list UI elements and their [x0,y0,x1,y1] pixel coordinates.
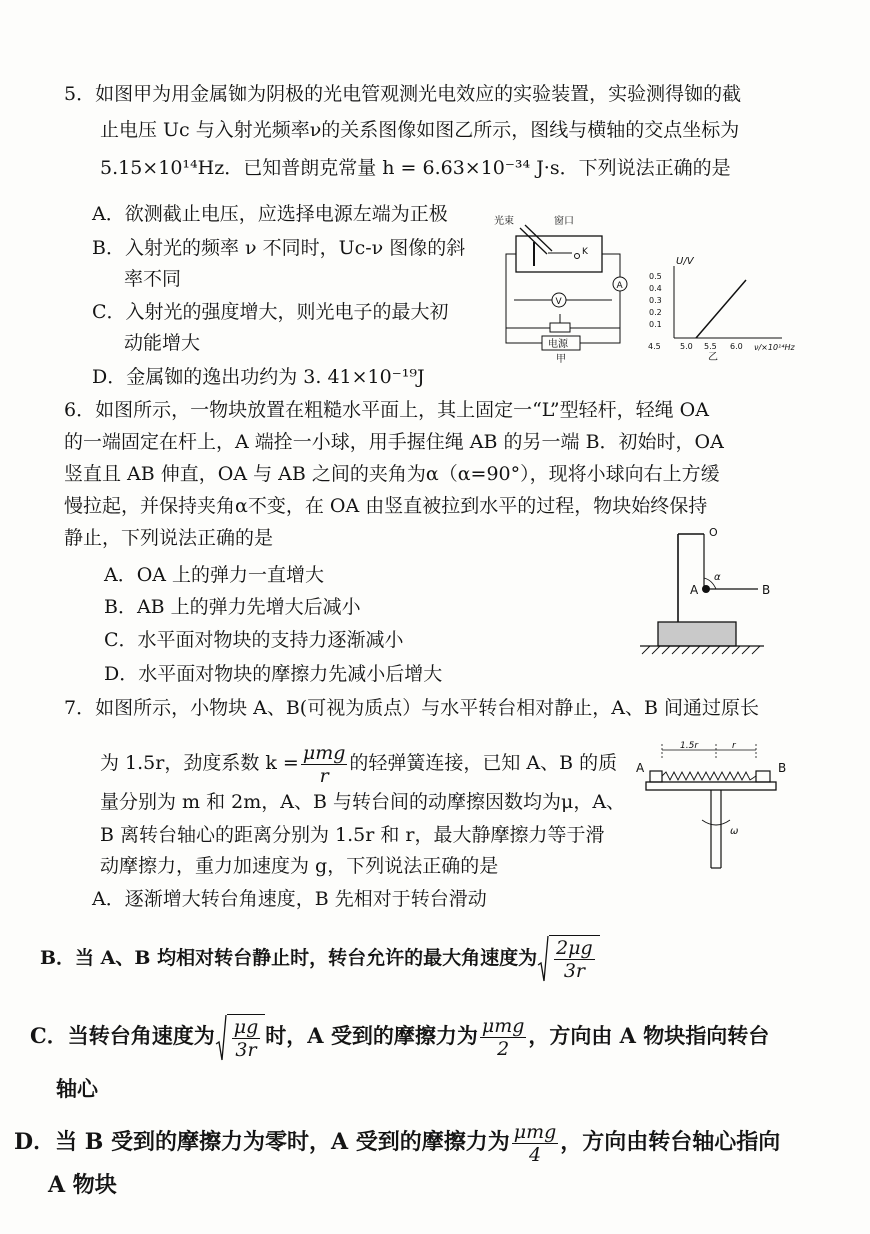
d-friction-denominator: 4 [528,1143,542,1166]
x-tick-5.0: 5.0 [680,342,693,351]
q5-option-c-line2: 动能增大 [124,332,201,354]
q6-stem-line1: 6．如图所示，一物块放置在粗糙水平面上，其上固定一“L”型轻杆，轻绳 OA [64,399,709,421]
q5-stem-line2: 止电压 Uc 与入射光频率ν的关系图像如图乙所示，图线与横轴的交点坐标为 [100,119,740,141]
q5-option-b-line2: 率不同 [124,268,182,290]
graph-line [696,280,746,338]
q6-figure [634,522,784,664]
cathode-k-label: K [582,247,588,257]
q7-option-b [40,930,600,986]
q6-stem-line3: 竖直且 AB 伸直，OA 与 AB 之间的夹角为α（α=90°），现将小球向右上方缓 [64,463,720,485]
q7-stem-line4: B 离转台轴心的距离分别为 1.5r 和 r，最大静摩擦力等于滑 [100,824,605,846]
c-friction-denominator: 2 [497,1038,510,1060]
q7-figure-turntable [632,738,792,874]
q7-option-d-pre: D．当 B 受到的摩擦力为零时，A 受到的摩擦力为 [14,1129,510,1155]
y-tick-0.1: 0.1 [649,320,662,329]
figure-yi-caption: 乙 [708,352,718,363]
y-tick-0.3: 0.3 [649,296,662,305]
q5-option-d: D．金属铷的逸出功约为 3. 41×10⁻¹⁹J [92,366,425,388]
q7-line2-part2: 的轻弹簧连接，已知 A、B 的质 [349,752,618,774]
q7-option-c-line2: 轴心 [56,1076,98,1101]
q5-option-a: A．欲测截止电压，应选择电源左端为正极 [92,203,448,225]
graph-x-ticks [648,342,743,351]
d-friction-fraction [512,1121,559,1166]
wire-right-top [602,254,620,277]
q7-option-d-line2: A 物块 [48,1172,117,1198]
block-b [756,771,770,782]
d-friction-numerator: μmg [513,1120,557,1143]
label-alpha: α [714,572,721,583]
power-source-label: 电源 [548,339,568,350]
q7-stem-line1: 7．如图所示，小物块 A、B(可视为质点）与水平转台相对静止，A、B 间通过原长 [64,697,759,719]
cathode [575,254,580,259]
label-a: A [690,583,699,597]
x-tick-5.5: 5.5 [704,342,717,351]
q7-option-c-mid: 时，A 受到的摩擦力为 [265,1023,478,1048]
phototube-box [516,236,602,272]
q7-option-c-pre: C．当转台角速度为 [30,1023,215,1048]
graph-y-ticks [649,272,662,329]
b-numerator: 2μg [556,937,593,959]
block [658,622,736,646]
label-o: O [709,526,718,539]
q7-stem-line2 [100,739,617,787]
q6-option-b: B．AB 上的弹力先增大后减小 [104,596,361,618]
q6-stem-line2: 的一端固定在杆上，A 端拴一小球，用手握住绳 AB 的另一端 B．初始时，OA [64,431,724,453]
beam-label: 光束 [494,216,514,227]
q5-figure-yi-graph [646,252,816,364]
block-a [650,771,662,782]
q7-option-c-sqrt [215,1014,266,1062]
k-fraction [301,742,348,787]
q5-stem-line1: 5．如图甲为用金属铷为阴极的光电管观测光电效应的实验装置，实验测得铷的截 [64,83,742,105]
q7-stem-line3: 量分别为 m 和 2m，A、B 与转台间的动摩擦因数均为μ，A、 [100,791,626,813]
y-tick-0.4: 0.4 [649,284,662,293]
c-sqrt-numerator: μg [233,1015,259,1038]
graph-x-label: ν/×10¹⁴Hz [754,343,795,352]
wire-source-right [580,328,620,343]
q7-line2-part1: 为 1.5r，劲度系数 k = [100,752,299,774]
wire-left [506,254,550,328]
k-numerator: μmg [302,741,346,764]
x-tick-4.5: 4.5 [648,342,661,351]
b-denominator: 3r [563,960,585,982]
q7-option-a: A．逐渐增大转台角速度，B 先相对于转台滑动 [92,888,487,910]
q7-option-b-text: B．当 A、B 均相对转台静止时，转台允许的最大角速度为 [40,947,538,969]
k-denominator: r [319,764,329,787]
label-omega: ω [730,826,739,837]
q5-stem-line3: 5.15×10¹⁴Hz．已知普朗克常量 h = 6.63×10⁻³⁴ J·s．下列说法正确的是 [100,157,731,179]
turntable-top [646,782,776,790]
y-tick-0.2: 0.2 [649,308,662,317]
c-friction-numerator: μmg [481,1015,525,1037]
label-r: r [732,741,736,751]
q5-figure-jia-circuit [492,206,642,366]
q6-stem-line5: 静止，下列说法正确的是 [64,527,274,549]
wire-right-bottom [570,291,620,328]
window-label: 窗口 [554,216,574,227]
wire-source-left [506,328,542,343]
q5-option-c-line1: C．入射光的强度增大，则光电子的最大初 [92,301,449,323]
c-sqrt-denominator: 3r [235,1038,257,1061]
beam-line-2 [525,225,552,251]
q5-option-b-line1: B．入射光的频率 ν 不同时，Uc-ν 图像的斜 [92,237,466,259]
label-block-b: B [778,761,787,775]
rotation-arrow [702,820,730,825]
q7-option-b-sqrt [537,935,600,983]
graph-y-label: U/V [676,256,694,267]
c-friction-fraction [480,1015,527,1060]
q6-option-d: D．水平面对物块的摩擦力先减小后增大 [104,663,443,685]
label-block-a: A [636,761,645,775]
q6-option-c: C．水平面对物块的支持力逐渐减小 [104,629,404,651]
voltmeter-label: V [555,297,562,307]
q7-option-d-line1 [14,1114,780,1170]
q7-option-c-line1 [30,1008,769,1064]
x-tick-6.0: 6.0 [730,342,743,351]
rheostat [550,323,570,332]
figure-jia-caption: 甲 [556,354,566,365]
y-tick-0.5: 0.5 [649,272,662,281]
spring [662,772,756,780]
q7-option-c-post: ，方向由 A 物块指向转台 [528,1023,770,1048]
q6-stem-line4: 慢拉起，并保持夹角α不变，在 OA 由竖直被拉到水平的过程，物块始终保持 [64,495,708,517]
q7-stem-line5: 动摩擦力，重力加速度为 g，下列说法正确的是 [100,855,499,877]
q6-option-a: A．OA 上的弹力一直增大 [104,564,325,586]
label-b: B [762,583,771,597]
ground-hatch [642,646,760,654]
label-1.5r: 1.5r [680,741,699,751]
ammeter-label: A [616,281,623,291]
q7-option-d-post: ，方向由转台轴心指向 [560,1129,781,1155]
